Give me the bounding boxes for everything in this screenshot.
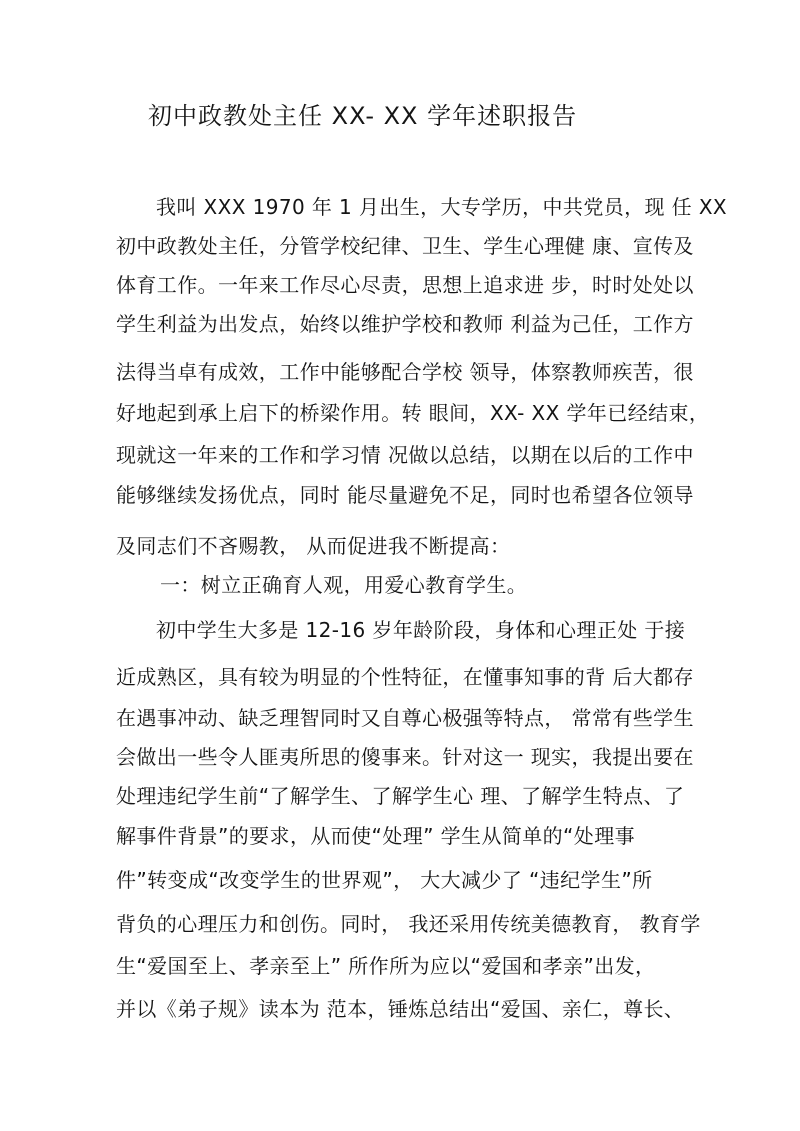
paragraph-2-line-4: 会做出一些令人匪夷所思的傻事来。针对这一 现实，我提出要在	[116, 745, 694, 769]
paragraph-2-line-6: 解事件背景”的要求，从而使“处理” 学生从简单的“处理事	[116, 824, 636, 848]
paragraph-2-line-1: 初中学生大多是 12-16 岁年龄阶段，身体和心理正处 于接	[156, 618, 686, 642]
paragraph-1-line-4: 学生利益为出发点，始终以维护学校和教师 利益为己任，工作方	[116, 312, 694, 336]
paragraph-2-line-7: 件”转变成“改变学生的世界观”， 大大减少了 “违纪学生”所	[116, 868, 653, 892]
paragraph-1-line-8: 能够继续发扬优点，同时 能尽量避免不足，同时也希望各位领导	[116, 483, 694, 507]
paragraph-2-line-10: 并以《弟子规》读本为 范本，锤炼总结出“爱国、亲仁，尊长、	[116, 997, 685, 1021]
paragraph-1-line-2: 初中政教处主任，分管学校纪律、卫生、学生心理健 康、宣传及	[116, 234, 694, 258]
paragraph-1-line-5: 法得当卓有成效，工作中能够配合学校 领导，体察教师疾苦，很	[116, 360, 694, 384]
paragraph-2-line-8: 背负的心理压力和创伤。同时， 我还采用传统美德教育， 教育学	[116, 912, 701, 936]
paragraph-2-line-9: 生“爱国至上、孝亲至上” 所作所为应以“爱国和孝亲”出发，	[116, 954, 656, 978]
paragraph-1-line-6: 好地起到承上启下的桥梁作用。转 眼间，XX- XX 学年已经结束，	[116, 401, 710, 425]
paragraph-2-line-3: 在遇事冲动、缺乏理智同时又自尊心极强等特点， 常常有些学生	[116, 706, 694, 730]
paragraph-2-line-5: 处理违纪学生前“了解学生、了解学生心 理、了解学生特点、了	[116, 784, 685, 808]
document-title: 初中政教处主任 XX- XX 学年述职报告	[148, 102, 578, 130]
section-heading: 一：树立正确育人观，用爱心教育学生。	[160, 573, 528, 597]
paragraph-2-line-2: 近成熟区，具有较为明显的个性特征，在懂事知事的背 后大都存	[116, 665, 694, 689]
paragraph-1-line-9: 及同志们不吝赐教， 从而促进我不断提高：	[116, 534, 511, 558]
paragraph-1-line-7: 现就这一年来的工作和学习情 况做以总结，以期在以后的工作中	[116, 443, 694, 467]
paragraph-1-line-1: 我叫 XXX 1970 年 1 月出生，大专学历，中共党员，现 任 XX	[156, 195, 728, 219]
paragraph-1-line-3: 体育工作。一年来工作尽心尽责，思想上追求进 步，时时处处以	[116, 273, 694, 297]
